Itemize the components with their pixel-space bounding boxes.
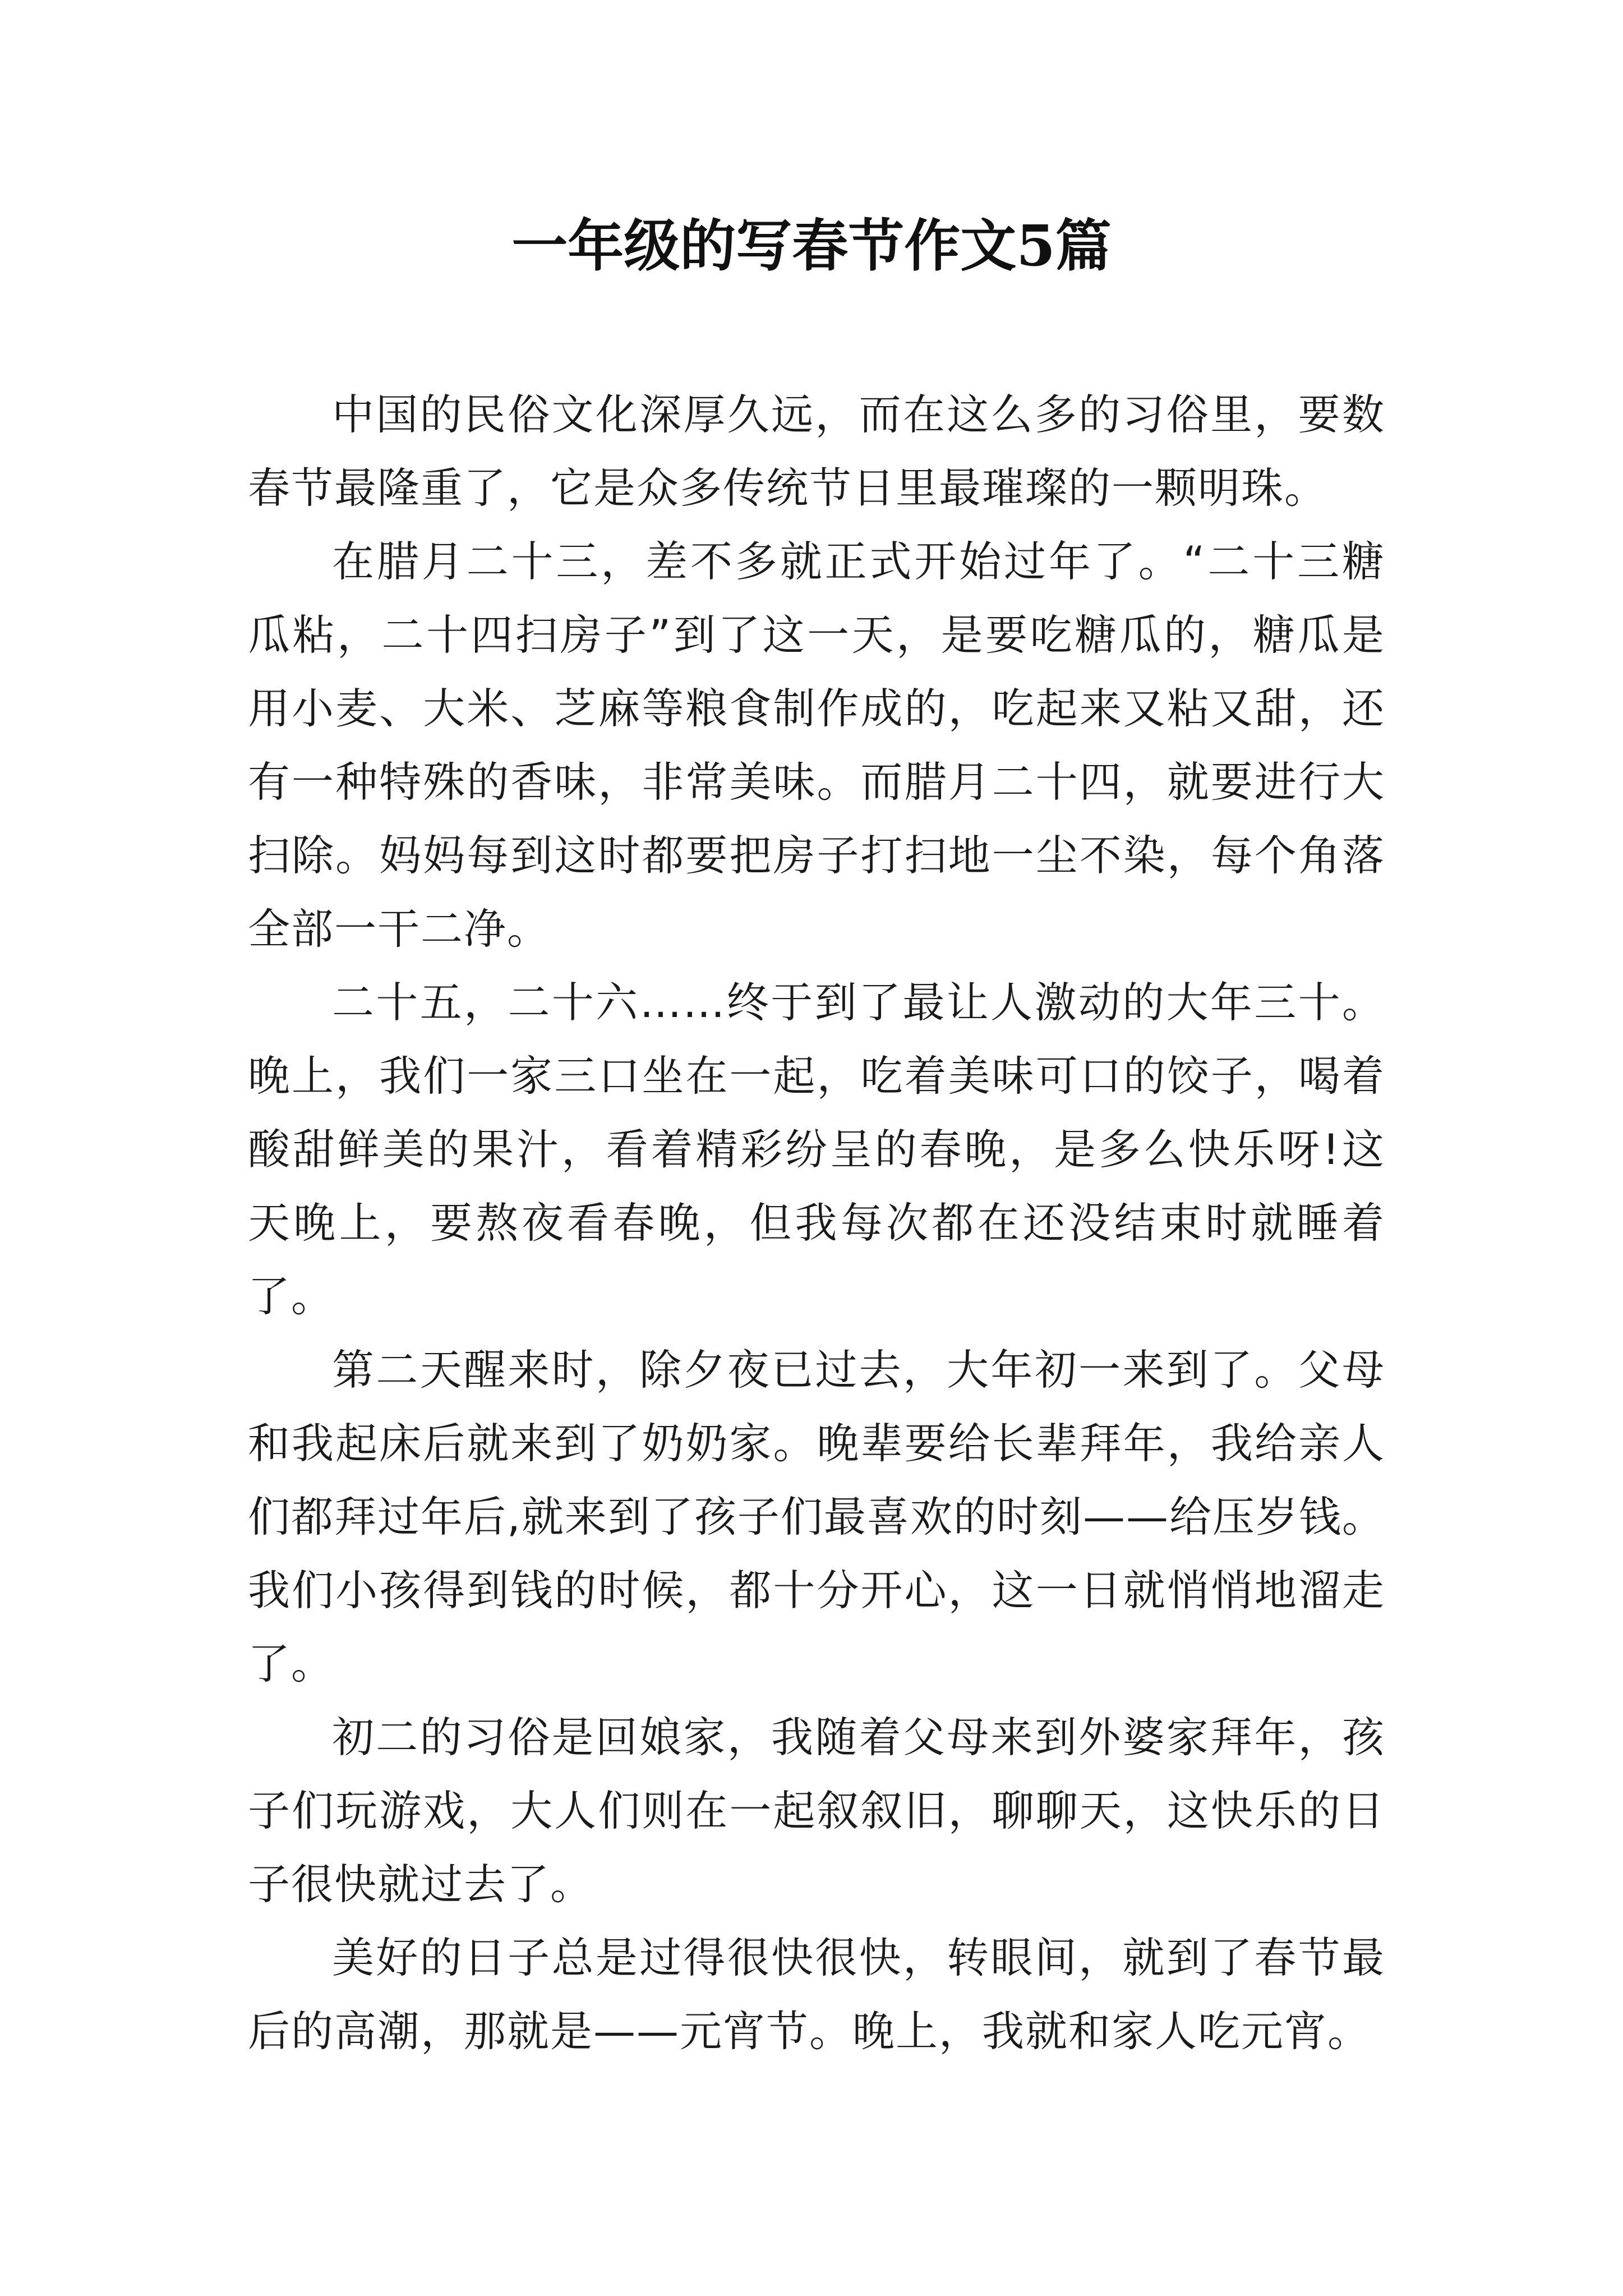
document-title: 一年级的写春节作文5篇 — [511, 213, 1112, 279]
paragraph-6: 美好的日子总是过得很快很快，转眼间，就到了春节最后的高潮，那就是——元宵节。晚上，我就和家人吃元宵。 — [248, 1933, 1385, 2056]
paragraph-4: 第二天醒来时，除夕夜已过去，大年初一来到了。父母和我起床后就来到了奶奶家。晚辈要给长辈拜年，我给亲人们都拜过年后,就来到了孩子们最喜欢的时刻——给压岁钱。我们小孩得到钱的时候，都十分开心，这一日就悄悄地溜走了。 — [248, 1345, 1385, 1688]
document-body — [248, 378, 1385, 2068]
paragraph-1: 中国的民俗文化深厚久远，而在这么多的习俗里，要数春节最隆重了，它是众多传统节日里最璀璨的一颗明珠。 — [248, 390, 1385, 513]
paragraph-5: 初二的习俗是回娘家，我随着父母来到外婆家拜年，孩子们玩游戏，大人们则在一起叙叙旧，聊聊天，这快乐的日子很快就过去了。 — [248, 1713, 1385, 1909]
paragraph-2: 在腊月二十三，差不多就正式开始过年了。“二十三糖瓜粘，二十四扫房子”到了这一天，是要吃糖瓜的，糖瓜是用小麦、大米、芝麻等粮食制作成的，吃起来又粘又甜，还有一种特殊的香味，非常美味。而腊月二十四，就要进行大扫除。妈妈每到这时都要把房子打扫地一尘不染，每个角落全部一干二净。 — [248, 537, 1385, 954]
paragraph-3: 二十五，二十六……终于到了最让人激动的大年三十。晚上，我们一家三口坐在一起，吃着美味可口的饺子，喝着酸甜鲜美的果汁，看着精彩纷呈的春晚，是多么快乐呀!这天晚上，要熬夜看春晚，但我每次都在还没结束时就睡着了。 — [248, 978, 1385, 1321]
